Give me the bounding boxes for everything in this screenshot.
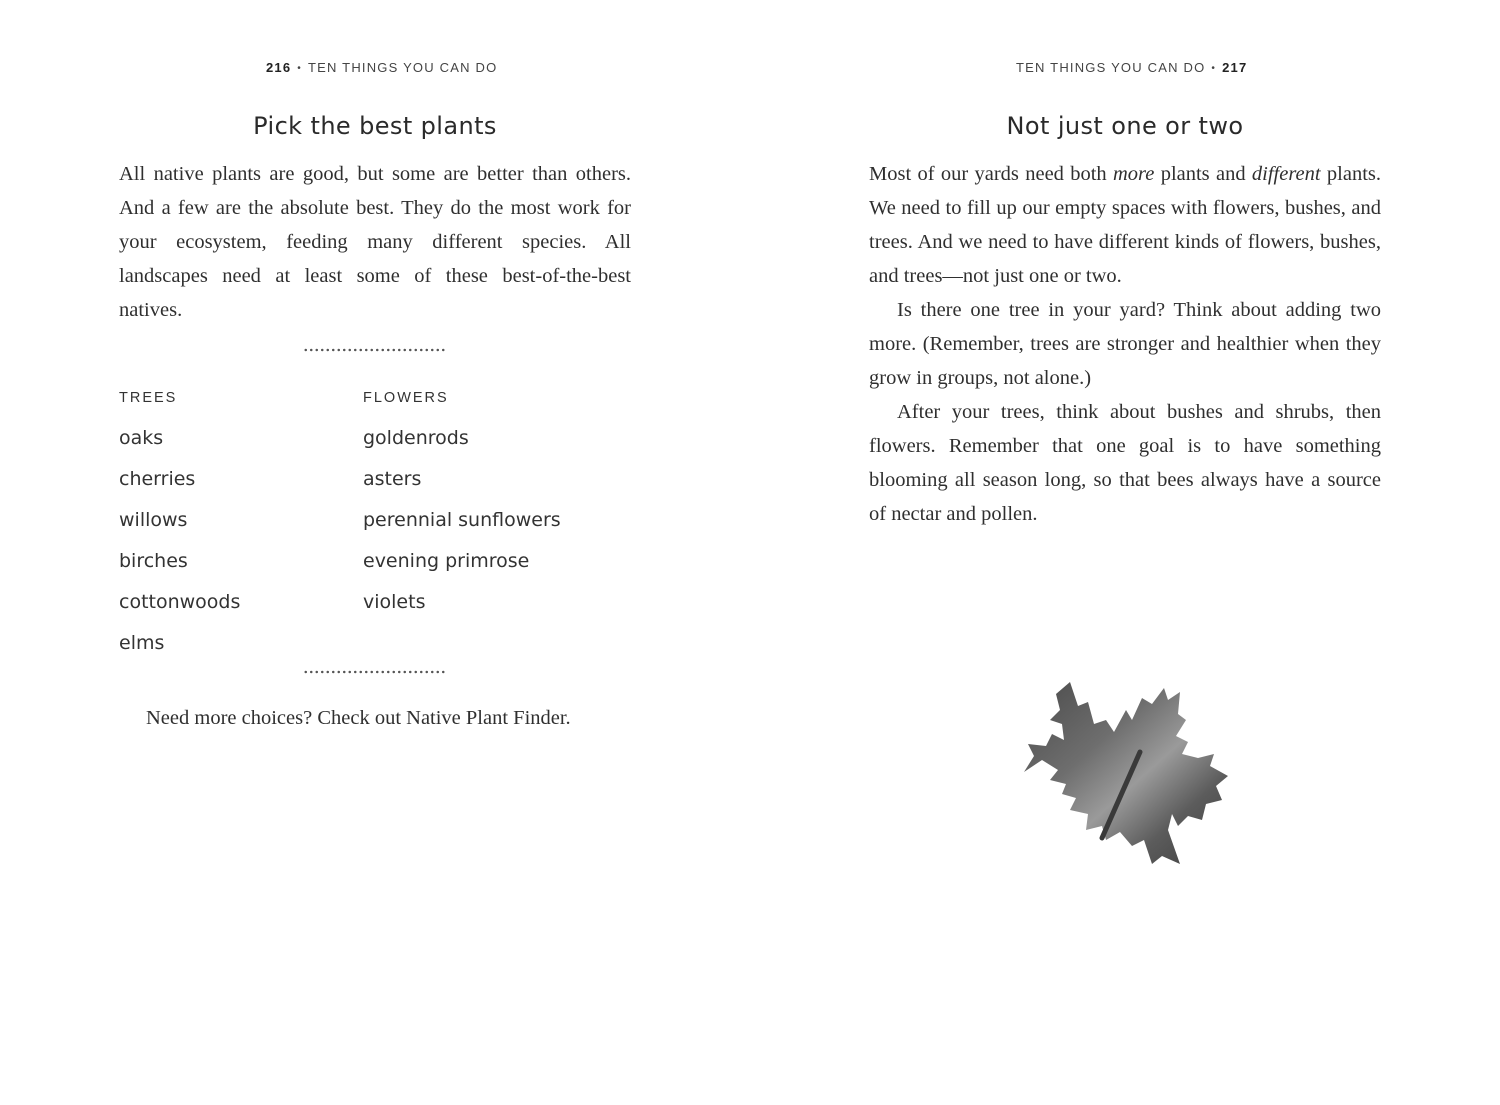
- list-item: goldenrods: [363, 427, 469, 449]
- trees-list: [119, 422, 240, 668]
- section-title: Not just one or two: [1006, 112, 1244, 140]
- running-head-text: TEN THINGS YOU CAN DO: [308, 60, 498, 75]
- body-paragraph: [119, 157, 631, 327]
- bullet-separator: •: [1211, 63, 1217, 74]
- bullet-separator: •: [297, 63, 302, 74]
- emphasis: more: [1113, 163, 1155, 185]
- running-head-right: [1016, 60, 1247, 75]
- page-number: 217: [1222, 60, 1248, 75]
- paragraph-3: After your trees, think about bushes and shrubs, then flowers. Remember that one goal is to have something blooming all season long, so that bees always have a source of nectar and pollen.: [869, 401, 1381, 525]
- text-run: Most of our yards need both: [869, 163, 1113, 185]
- text-run: plants. We need to fill up our empty spaces with flowers, bushes, and trees. And we need to have different kinds of flowers, bushes, and trees—not just one or two.: [869, 163, 1382, 287]
- intro-paragraph: All native plants are good, but some are better than others. And a few are the absolute best. They do the most work for your ecosystem, feeding many different species. All landscapes need at least some of these best-of-the-best natives.: [119, 163, 631, 321]
- list-item: birches: [119, 550, 188, 572]
- list-item: oaks: [119, 427, 164, 449]
- right-page: [750, 0, 1500, 1105]
- paragraph-2: Is there one tree in your yard? Think about adding two more. (Remember, trees are stronger and healthier when they grow in groups, not alone.): [869, 299, 1381, 389]
- page-number: 216: [266, 60, 292, 75]
- list-item: cottonwoods: [119, 591, 241, 613]
- more-choices-line: Need more choices? Check out Native Plant Finder.: [146, 707, 571, 729]
- dotted-divider-bottom: [303, 670, 445, 674]
- list-item: asters: [363, 468, 422, 490]
- flowers-heading: FLOWERS: [363, 390, 449, 406]
- flowers-list: [363, 422, 561, 627]
- paragraph-1: [869, 157, 1381, 293]
- running-head-left: [266, 60, 497, 75]
- running-head-text: TEN THINGS YOU CAN DO: [1016, 60, 1206, 75]
- emphasis: different: [1251, 163, 1321, 185]
- list-item: perennial sunflowers: [363, 509, 561, 531]
- list-item: elms: [119, 632, 165, 654]
- list-item: evening primrose: [363, 550, 530, 572]
- text-run: plants and: [1154, 163, 1252, 185]
- section-title: Pick the best plants: [253, 112, 497, 140]
- body-text: [869, 157, 1381, 531]
- dotted-divider-top: [303, 348, 445, 352]
- maple-leaf-icon: [1022, 680, 1230, 866]
- list-item: cherries: [119, 468, 196, 490]
- list-item: willows: [119, 509, 188, 531]
- trees-heading: TREES: [119, 390, 178, 406]
- list-item: violets: [363, 591, 426, 613]
